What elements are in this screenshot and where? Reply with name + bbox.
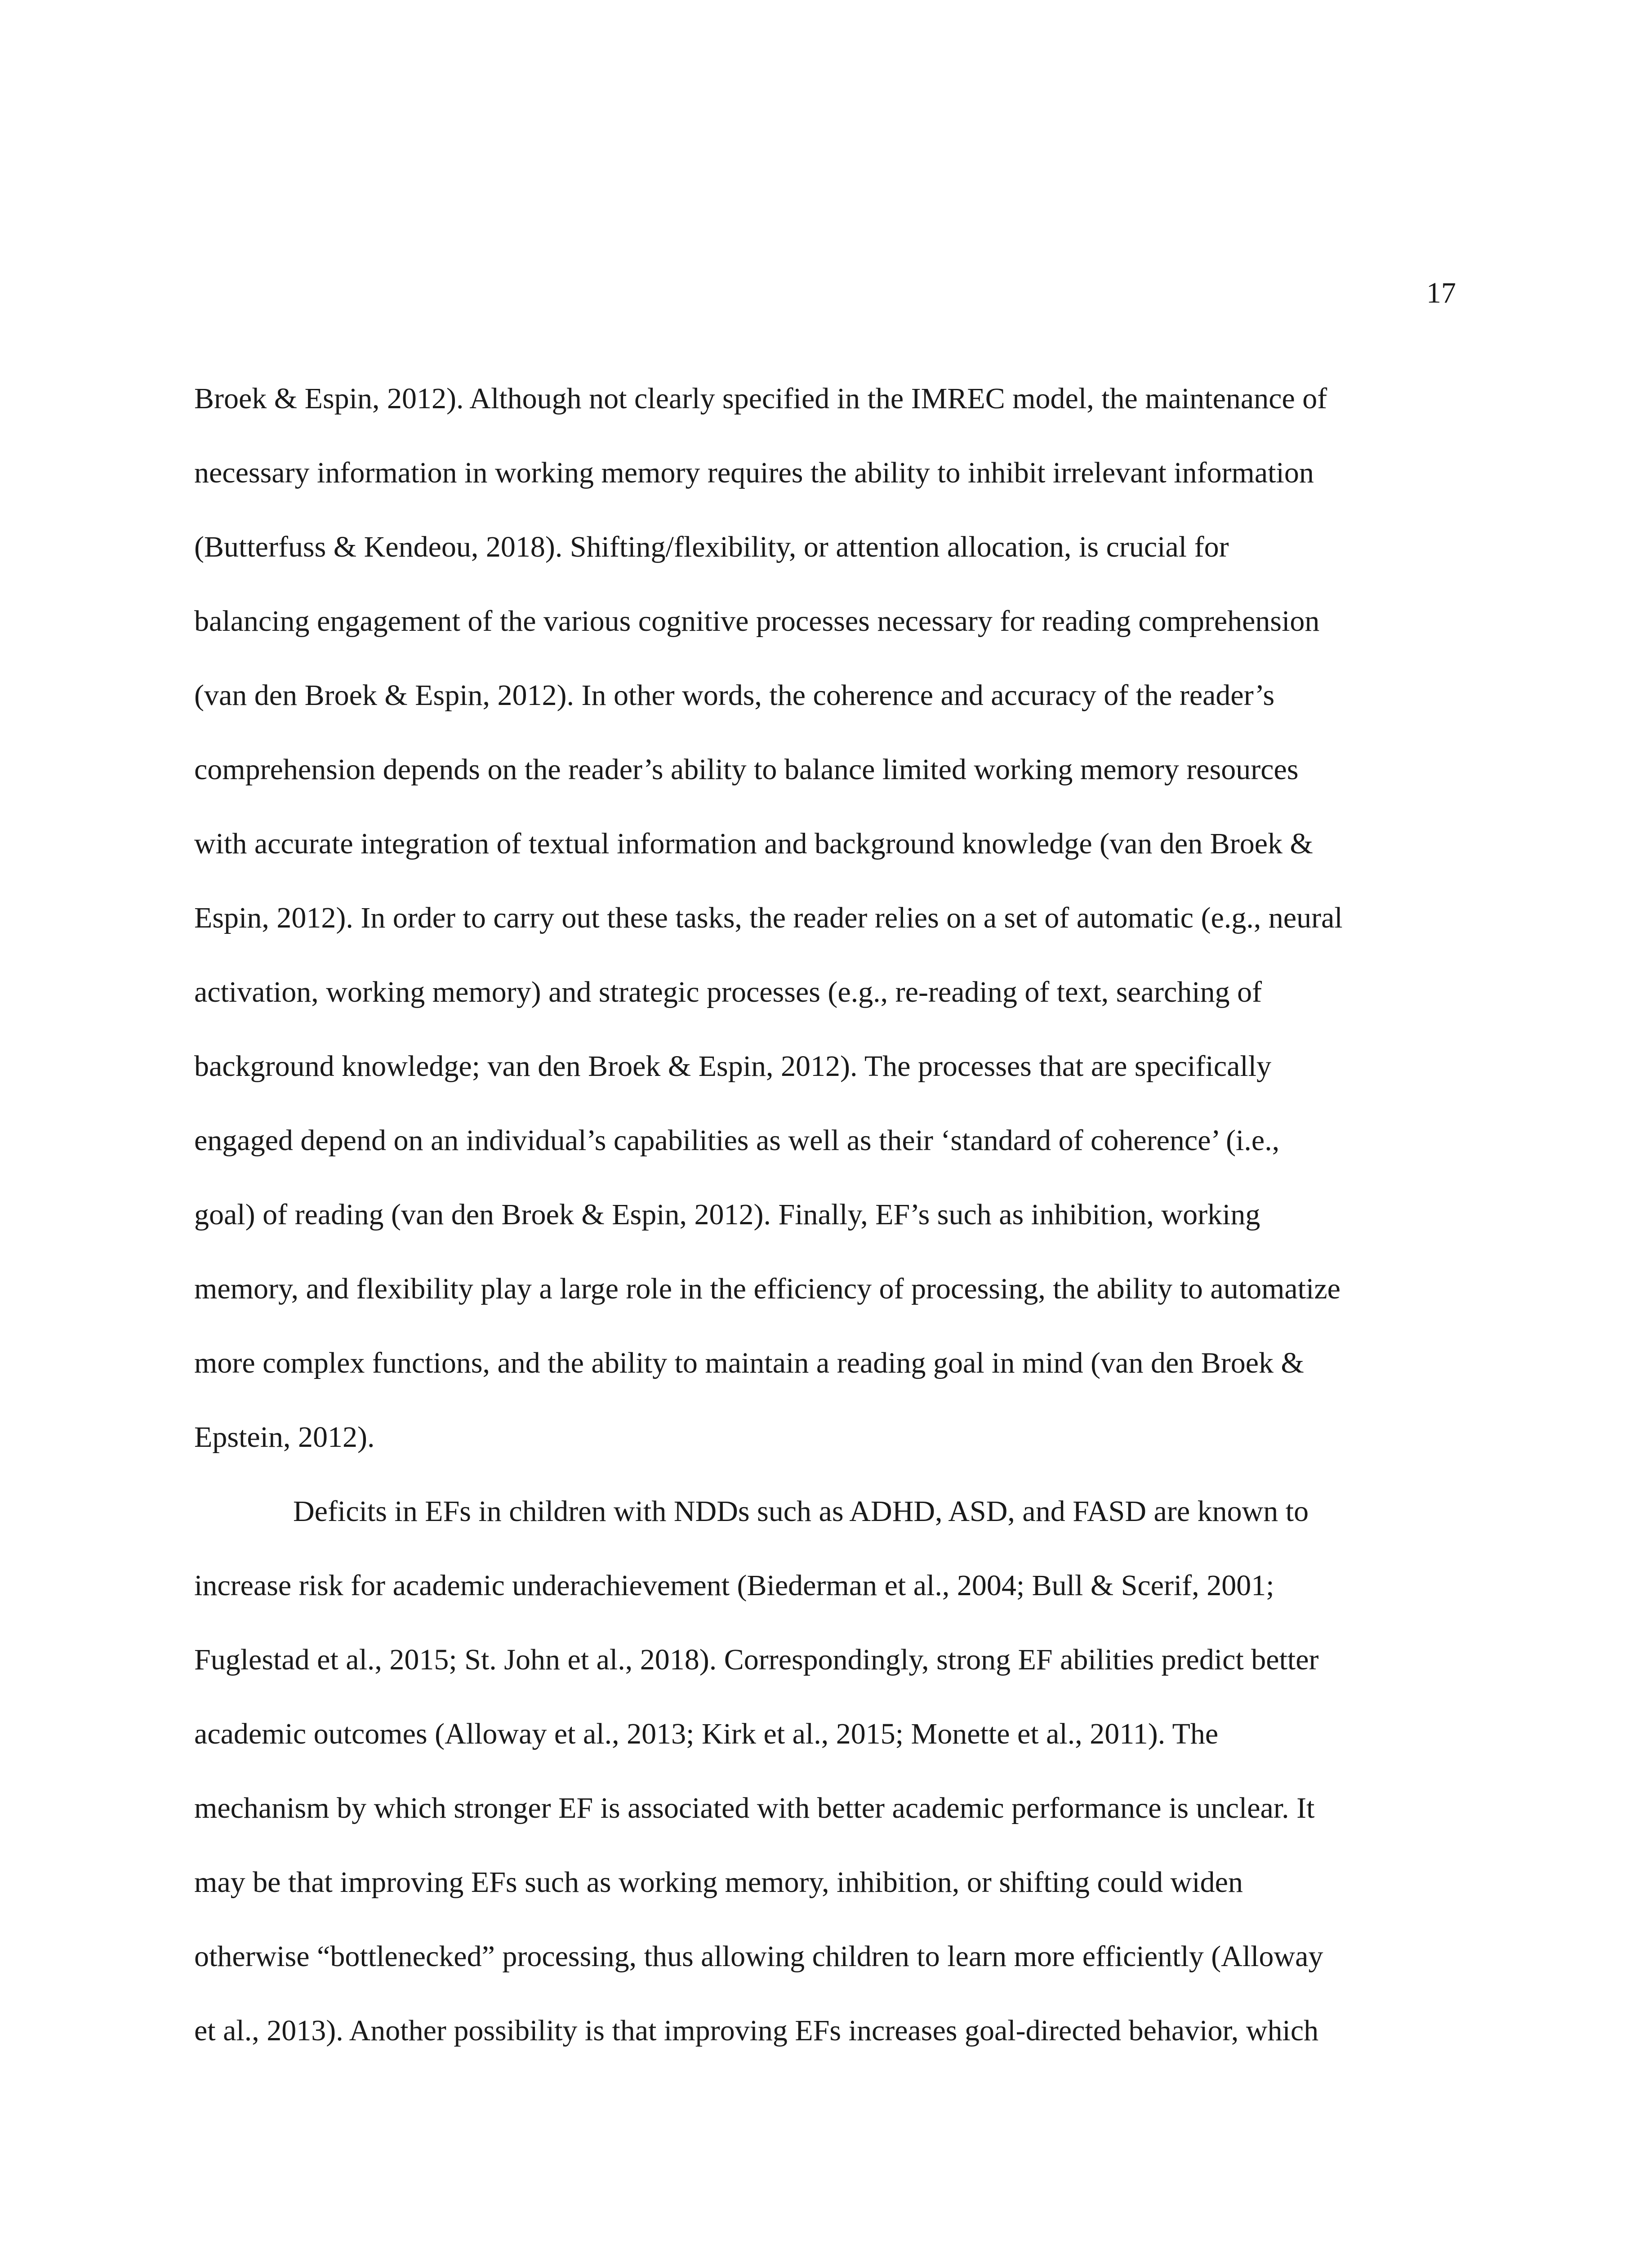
text-line: more complex functions, and the ability to maintain a reading goal in mind (van den Broek & [194, 1347, 1304, 1379]
text-line: balancing engagement of the various cognitive processes necessary for reading comprehension [194, 605, 1320, 638]
text-line: Broek & Espin, 2012). Although not clearly specified in the IMREC model, the maintenance of [194, 382, 1327, 415]
text-line: et al., 2013). Another possibility is that improving EFs increases goal-directed behavior, which [194, 2014, 1319, 2047]
page-number: 17 [1426, 277, 1456, 309]
text-line: engaged depend on an individual’s capabilities as well as their ‘standard of coherence’ (i.e., [194, 1124, 1280, 1157]
text-line: memory, and flexibility play a large role in the efficiency of processing, the ability to automatize [194, 1272, 1340, 1305]
text-line: activation, working memory) and strategic processes (e.g., re-reading of text, searching of [194, 976, 1262, 1008]
text-line: (van den Broek & Espin, 2012). In other words, the coherence and accuracy of the reader’s [194, 679, 1275, 712]
text-line: (Butterfuss & Kendeou, 2018). Shifting/flexibility, or attention allocation, is crucial for [194, 531, 1229, 563]
text-line: increase risk for academic underachievement (Biederman et al., 2004; Bull & Scerif, 2001; [194, 1569, 1274, 1602]
body-text [194, 361, 1460, 2068]
text-line: goal) of reading (van den Broek & Espin, 2012). Finally, EF’s such as inhibition, working [194, 1198, 1260, 1231]
text-line: may be that improving EFs such as working memory, inhibition, or shifting could widen [194, 1866, 1243, 1899]
paragraph-first-line: Deficits in EFs in children with NDDs such as ADHD, ASD, and FASD are known to [293, 1495, 1309, 1528]
text-line: with accurate integration of textual information and background knowledge (van den Broek & [194, 827, 1313, 860]
text-line: Espin, 2012). In order to carry out these tasks, the reader relies on a set of automatic (e.g., neural [194, 901, 1343, 934]
text-line: academic outcomes (Alloway et al., 2013; Kirk et al., 2015; Monette et al., 2011). The [194, 1717, 1219, 1750]
text-line: Fuglestad et al., 2015; St. John et al., 2018). Correspondingly, strong EF abilities predict better [194, 1643, 1319, 1676]
text-line: otherwise “bottlenecked” processing, thus allowing children to learn more efficiently (Alloway [194, 1940, 1323, 1973]
text-line: mechanism by which stronger EF is associated with better academic performance is unclear. It [194, 1792, 1315, 1824]
text-line: background knowledge; van den Broek & Espin, 2012). The processes that are specifically [194, 1050, 1272, 1083]
text-line: Epstein, 2012). [194, 1421, 375, 1454]
text-line: comprehension depends on the reader’s ability to balance limited working memory resources [194, 753, 1299, 786]
text-line: necessary information in working memory requires the ability to inhibit irrelevant information [194, 456, 1314, 489]
